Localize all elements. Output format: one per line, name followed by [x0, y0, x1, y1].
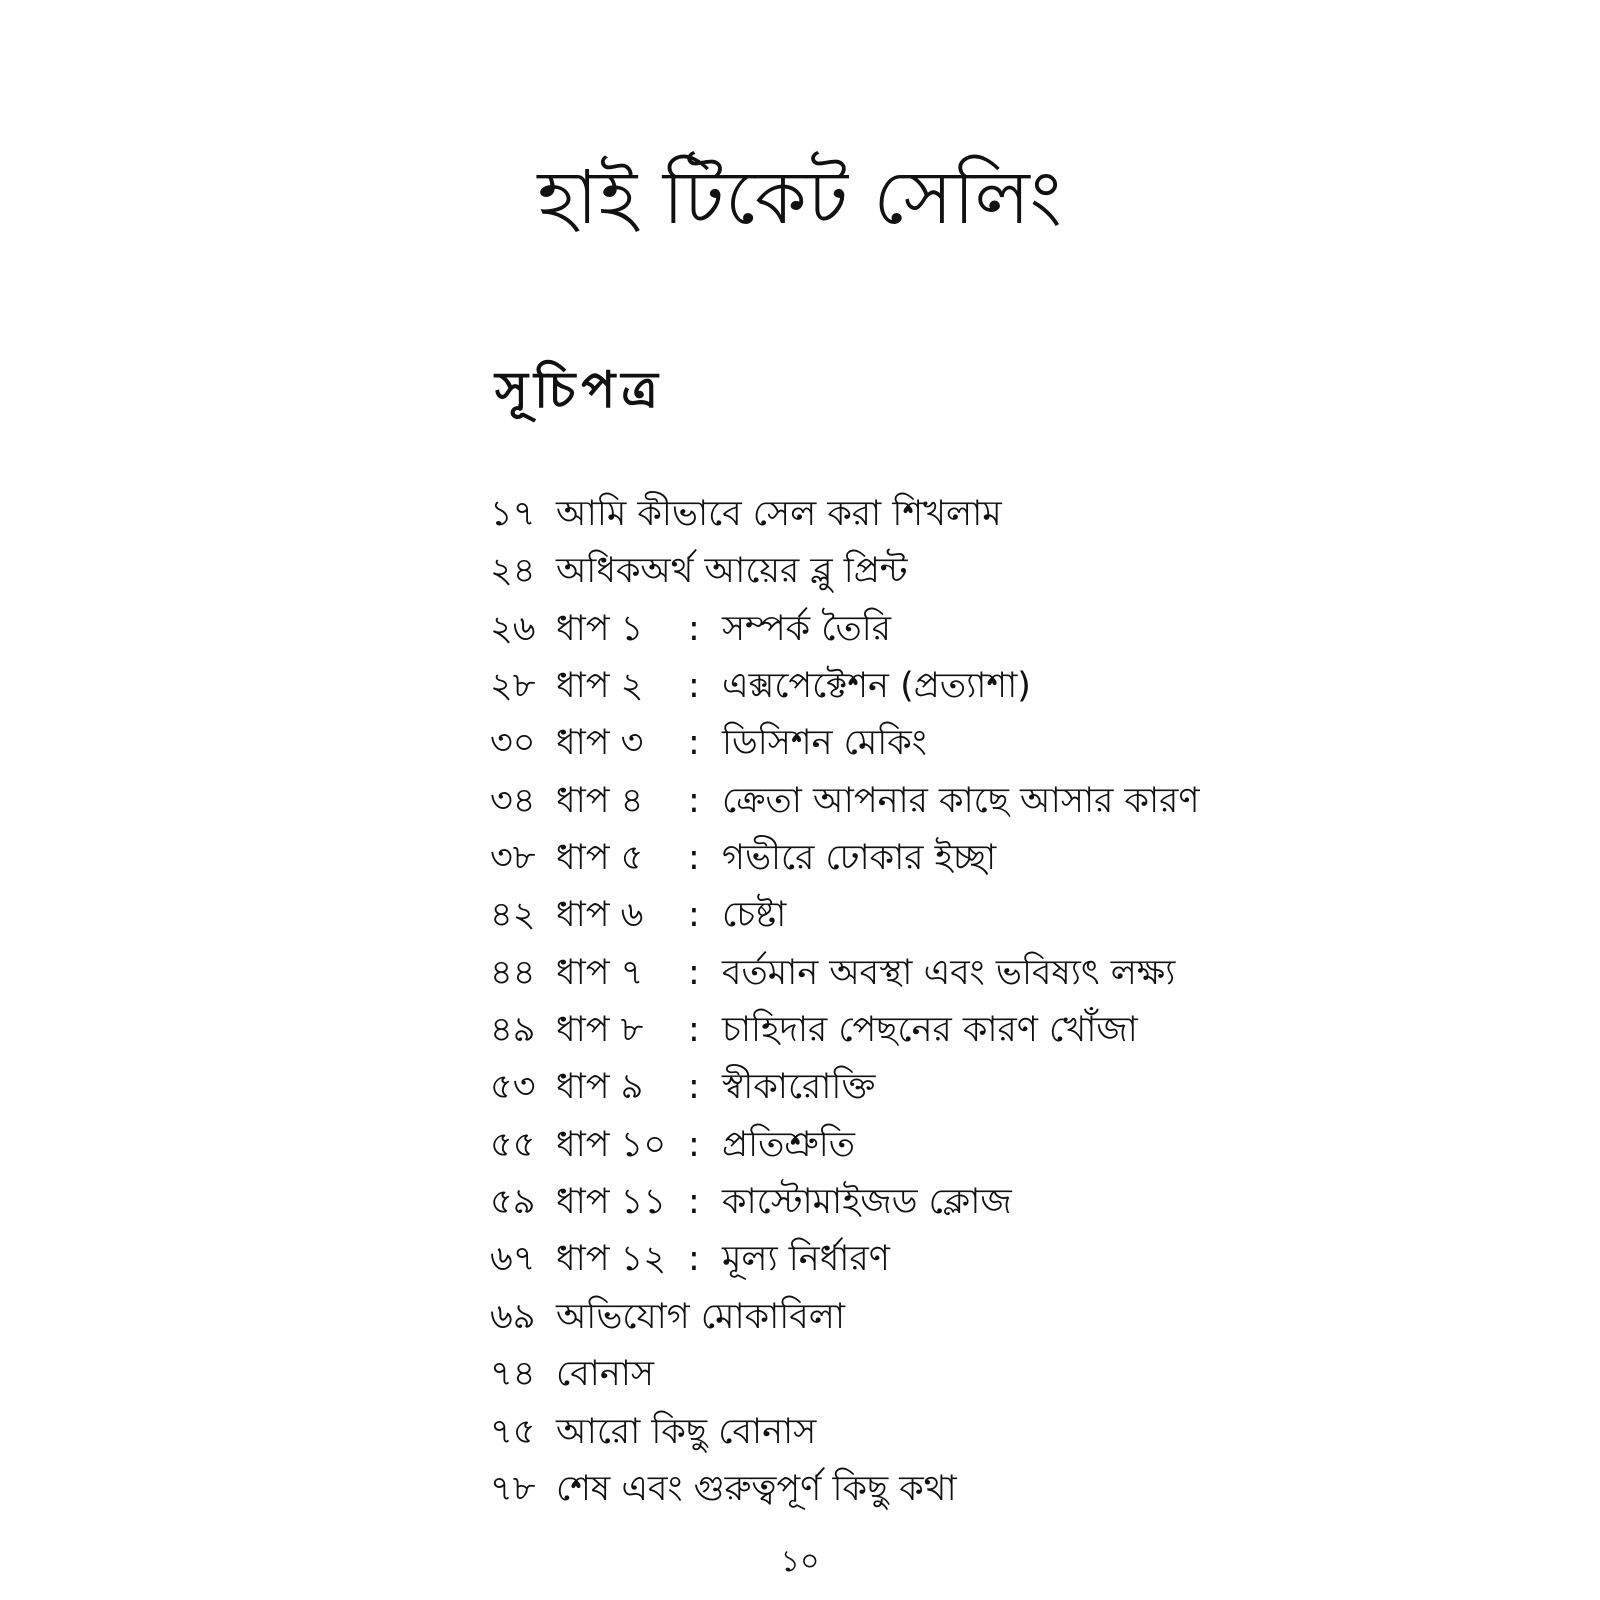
toc-step-label: ধাপ ২	[556, 666, 644, 707]
toc-entry-title: বর্তমান অবস্থা এবং ভবিষ্যৎ লক্ষ্য	[722, 952, 1176, 993]
toc-entry-title: চেষ্টা	[722, 895, 787, 936]
toc-entry-title: ক্রেতা আপনার কাছে আসার কারণ	[722, 780, 1200, 821]
contents-heading: সূচিপত্র	[495, 361, 664, 419]
toc-step-label: ধাপ ৫	[556, 838, 644, 879]
toc-separator: :	[688, 666, 700, 707]
toc-entry	[490, 1289, 1570, 1346]
toc-entry-title: কাস্টোমাইজড ক্লোজ	[722, 1182, 1012, 1223]
toc-separator: :	[688, 1124, 700, 1165]
toc-page-number: ৭৮	[490, 1468, 536, 1509]
toc-entry-title: প্রতিশ্রুতি	[722, 1124, 856, 1165]
table-of-contents	[490, 486, 1570, 1518]
toc-entry	[490, 1174, 1570, 1231]
toc-step-label: ধাপ ৭	[556, 952, 644, 993]
toc-entry-title: অভিযোগ মোকাবিলা	[556, 1296, 845, 1337]
toc-entry	[490, 486, 1570, 543]
toc-page-number: ৪৪	[490, 952, 536, 993]
toc-separator: :	[688, 780, 700, 821]
toc-page-number: ৩০	[490, 723, 536, 764]
toc-separator: :	[688, 723, 700, 764]
toc-entry-title: গভীরে ঢোকার ইচ্ছা	[722, 838, 997, 879]
toc-page-number: ৬৭	[490, 1239, 536, 1280]
toc-step-label: ধাপ ১২	[556, 1239, 667, 1280]
toc-page-number: ৫৯	[490, 1182, 536, 1223]
toc-entry-title: আমি কীভাবে সেল করা শিখলাম	[556, 494, 1002, 534]
toc-page-number: ৭৫	[490, 1411, 536, 1452]
toc-entry	[490, 1117, 1570, 1174]
toc-entry	[490, 887, 1570, 944]
toc-entry	[490, 543, 1570, 600]
toc-separator: :	[688, 608, 700, 649]
toc-entry-title: সম্পর্ক তৈরি	[722, 608, 891, 649]
toc-separator: :	[688, 1239, 700, 1280]
toc-entry	[490, 715, 1570, 772]
toc-step-label: ধাপ ১০	[556, 1124, 667, 1165]
toc-page-number: ৩৮	[490, 838, 536, 879]
toc-entry-title: ডিসিশন মেকিং	[722, 723, 927, 764]
toc-page-number: ১৭	[490, 494, 536, 534]
toc-page-number: ৫৩	[490, 1067, 536, 1108]
toc-entry-title: শেষ এবং গুরুত্বপূর্ণ কিছু কথা	[556, 1468, 957, 1509]
toc-entry	[490, 773, 1570, 830]
toc-page-number: ৪২	[490, 895, 536, 936]
toc-page-number: ৭৪	[490, 1354, 536, 1395]
toc-page-number: ৬৯	[490, 1296, 536, 1337]
toc-entry-title: স্বীকারোক্তি	[722, 1067, 876, 1108]
toc-step-label: ধাপ ১	[556, 608, 644, 649]
toc-entry	[490, 830, 1570, 887]
toc-entry	[490, 1059, 1570, 1116]
toc-step-label: ধাপ ৩	[556, 723, 644, 764]
toc-step-label: ধাপ ৮	[556, 1010, 644, 1051]
page-number: ১০	[780, 1544, 820, 1579]
toc-page-number: ২৮	[490, 666, 536, 707]
toc-entry	[490, 1461, 1570, 1518]
toc-entry-title: আরো কিছু বোনাস	[556, 1411, 817, 1452]
toc-separator: :	[688, 952, 700, 993]
toc-step-label: ধাপ ৯	[556, 1067, 644, 1108]
toc-page-number: ৫৫	[490, 1124, 536, 1165]
toc-step-label: ধাপ ১১	[556, 1182, 667, 1223]
toc-entry	[490, 658, 1570, 715]
toc-separator: :	[688, 1067, 700, 1108]
page-title: হাই টিকেট সেলিং	[537, 155, 1063, 241]
toc-page-number: ৩৪	[490, 780, 536, 821]
toc-page-number: ২৪	[490, 551, 536, 592]
toc-separator: :	[688, 1010, 700, 1051]
toc-page-number: ৪৯	[490, 1010, 536, 1051]
toc-entry	[490, 1002, 1570, 1059]
toc-entry-title: চাহিদার পেছনের কারণ খোঁজা	[722, 1010, 1138, 1051]
toc-entry-title: এক্সপেক্টেশন (প্রত্যাশা)	[722, 666, 1031, 707]
toc-step-label: ধাপ ৪	[556, 780, 644, 821]
toc-step-label: ধাপ ৬	[556, 895, 644, 936]
toc-entry	[490, 1231, 1570, 1288]
toc-separator: :	[688, 1182, 700, 1223]
toc-entry	[490, 601, 1570, 658]
toc-entry	[490, 1404, 1570, 1461]
toc-entry-title: অধিকঅর্থ আয়ের ব্লু প্রিন্ট	[556, 551, 908, 592]
toc-entry-title: বোনাস	[556, 1354, 654, 1395]
toc-entry	[490, 1346, 1570, 1403]
toc-separator: :	[688, 838, 700, 879]
toc-separator: :	[688, 895, 700, 936]
toc-page-number: ২৬	[490, 608, 536, 649]
toc-entry-title: মূল্য নির্ধারণ	[722, 1239, 890, 1280]
toc-entry	[490, 945, 1570, 1002]
